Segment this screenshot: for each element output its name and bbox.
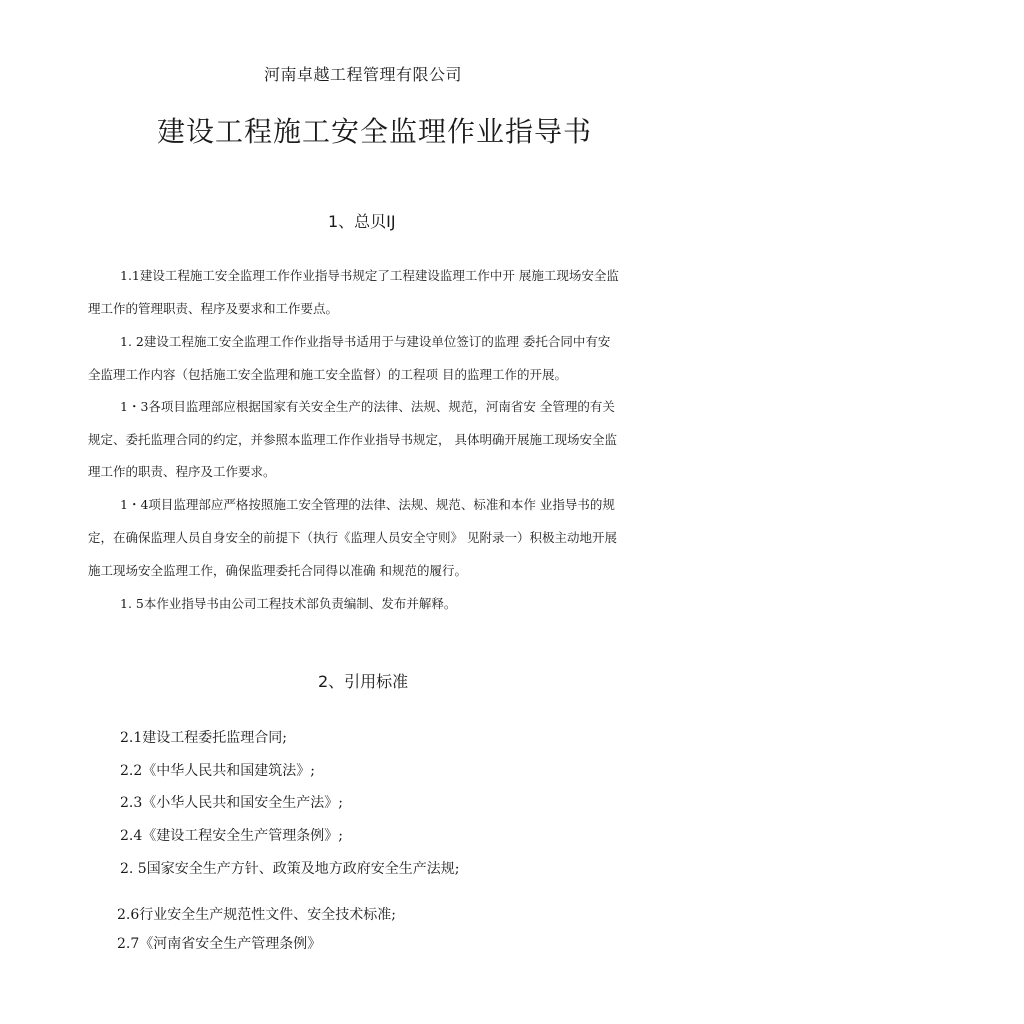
- paragraph-line: 1・4项目监理部应严格按照施工安全管理的法律、法规、规范、标准和本作 业指导书的规: [120, 497, 615, 512]
- document-title: 建设工程施工安全监理作业指导书: [157, 115, 593, 148]
- reference-item: 2. 5国家安全生产方针、政策及地方政府安全生产法规;: [120, 861, 460, 877]
- reference-item: 2.1建设工程委托监理合同;: [120, 730, 287, 746]
- paragraph-line: 1. 5本作业指导书由公司工程技术部负责编制、发布并解释。: [120, 596, 457, 611]
- section-1-heading: 1、总贝IJ: [328, 212, 396, 231]
- reference-item: 2.6行业安全生产规范性文件、安全技术标准;: [117, 907, 396, 923]
- reference-item: 2.2《中华人民共和国建筑法》;: [120, 763, 315, 779]
- reference-item: 2.3《小华人民共和国安全生产法》;: [120, 795, 343, 811]
- paragraph-line: 1.1建设工程施工安全监理工作作业指导书规定了工程建设监理工作中开 展施工现场安全监: [120, 268, 619, 283]
- section-2-heading: 2、引用标准: [318, 672, 409, 691]
- paragraph-line: 1・3各项目监理部应根据国家有关安全生产的法律、法规、规范，河南省安 全管理的有关: [120, 399, 615, 414]
- reference-item: 2.4《建设工程安全生产管理条例》;: [120, 828, 343, 844]
- paragraph-line: 规定、委托监理合同的约定，并参照本监理工作作业指导书规定， 具体明确开展施工现场安全监: [88, 432, 617, 447]
- reference-item: 2.7《河南省安全生产管理条例》: [117, 936, 322, 952]
- company-name: 河南卓越工程管理有限公司: [264, 65, 463, 84]
- paragraph-line: 1. 2建设工程施工安全监理工作作业指导书适用于与建设单位签订的监理 委托合同中有安: [120, 334, 611, 349]
- paragraph-line: 理工作的管理职责、程序及要求和工作要点。: [88, 301, 339, 316]
- paragraph-line: 理工作的职责、程序及工作要求。: [88, 464, 276, 479]
- paragraph-line: 全监理工作内容（包括施工安全监理和施工安全监督）的工程项 目的监理工作的开展。: [88, 367, 567, 382]
- paragraph-line: 定，在确保监理人员自身安全的前提下（执行《监理人员安全守则》 见附录一）积极主动地开展: [88, 530, 617, 545]
- paragraph-line: 施工现场安全监理工作，确保监理委托合同得以准确 和规范的履行。: [88, 563, 467, 578]
